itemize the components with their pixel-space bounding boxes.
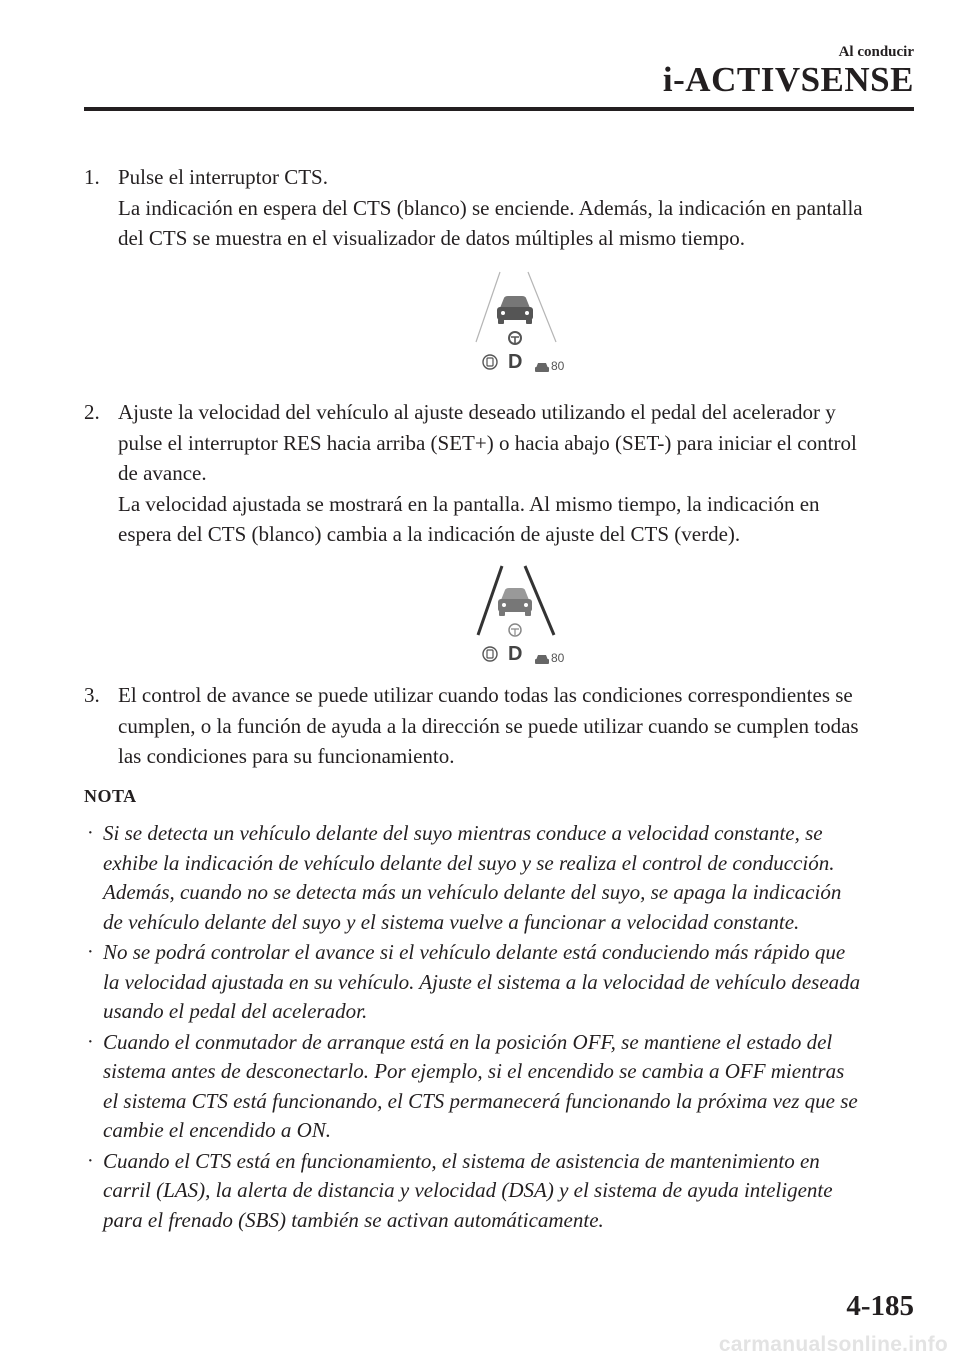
nota-text-line: Cuando el conmutador de arranque está en la posición OFF, se mantiene el estado del [103,1029,833,1054]
set-speed-value: 80 [551,651,565,665]
cts-standby-display-figure [470,268,590,385]
lane-line-right [528,272,556,342]
step-text-line: del CTS se muestra en el visualizador de datos múltiples al mismo tiempo. [118,226,745,250]
steering-assist-icon [509,332,521,344]
nota-text-line: exhibe la indicación de vehículo delante del suyo y se realiza el control de conducción. [103,850,835,875]
bullet-dot-icon: · [87,822,94,844]
gear-indicator: D [508,643,523,665]
nota-text-line: usando el pedal del acelerador. [103,999,368,1023]
nota-heading: NOTA [84,786,137,806]
set-speed-car-icon [535,655,549,664]
nota-text-line: cambie el encendido a ON. [103,1118,332,1142]
step-text-line: las condiciones para su funcionamiento. [118,744,455,768]
car-ahead-icon [497,296,533,324]
header-section-title: Al conducir [838,44,914,60]
step-text-line: El control de avance se puede utilizar cuando todas las condiciones correspondientes se [118,683,853,707]
nota-text-line: para el frenado (SBS) también se activan automáticamente. [103,1207,604,1232]
lane-line-left [478,566,502,635]
set-speed-value: 80 [551,359,565,373]
nota-text-line: de vehículo delante del suyo y el sistema vuelve a funcionar a velocidad constante. [103,909,800,934]
step-text-line: de avance. [118,461,207,485]
step-text-line: Ajuste la velocidad del vehículo al ajuste deseado utilizando el pedal del acelerador y [118,400,836,424]
step-number: 1. [84,165,100,189]
page-number: 4-185 [846,1290,914,1322]
step-2 [84,397,914,550]
step-1 [84,162,914,254]
cts-display-illustration [470,560,590,670]
nota-text-line: la velocidad ajustada en su vehículo. Ajuste el sistema a la velocidad de vehículo deseada [103,969,861,994]
step-text-line: pulse el interruptor RES hacia arriba (SET+) o hacia abajo (SET-) para iniciar el control [118,430,857,455]
nota-text-line: Cuando el CTS está en funcionamiento, el sistema de asistencia de mantenimiento en [103,1148,820,1173]
bullet-dot-icon: · [87,1149,94,1172]
set-speed-car-icon [535,363,549,372]
cts-set-display-figure [470,560,590,675]
lane-line-left [476,272,500,342]
steering-assist-icon [509,624,521,636]
nota-item [84,938,916,1027]
header-rule [84,107,914,111]
nota-text-line: Además, cuando no se detecta más un vehículo delante del suyo, se apaga la indicación [103,880,842,904]
nota-text-line: Si se detecta un vehículo delante del suyo mientras conduce a velocidad constante, se [103,821,823,845]
step-text-line: La velocidad ajustada se mostrará en la pantalla. Al mismo tiempo, la indicación en [118,491,820,516]
step-number: 2. [84,400,100,424]
nota-text-line: No se podrá controlar el avance si el vehículo delante está conduciendo más rápido que [103,940,846,964]
step-text-line: espera del CTS (blanco) cambia a la indicación de ajuste del CTS (verde). [118,522,741,546]
nota-item [84,1028,916,1146]
nota-text-line: el sistema CTS está funcionando, el CTS permanecerá funcionando la próxima vez que se [103,1088,858,1113]
nota-item [84,819,916,937]
car-ahead-icon [498,588,532,616]
nota-item [84,1147,916,1236]
step-number: 3. [84,683,100,707]
step-text-line: Pulse el interruptor CTS. [118,165,328,189]
nota-list [84,819,916,1236]
nota-text-line: sistema antes de desconectarlo. Por ejemplo, si el encendido se cambia a OFF mientras [103,1059,845,1083]
bullet-dot-icon: · [87,941,94,963]
lane-keep-icon [483,647,497,661]
step-text-line: La indicación en espera del CTS (blanco) se enciende. Además, la indicación en pantalla [118,195,863,220]
header-chapter-title: i-ACTIVSENSE [662,60,914,99]
step-3 [84,680,914,772]
cts-display-illustration [470,268,590,380]
gear-indicator: D [508,351,523,373]
lane-keep-icon [483,355,497,369]
watermark-link[interactable]: carmanualsonline.info [718,1333,948,1356]
nota-text-line: carril (LAS), la alerta de distancia y velocidad (DSA) y el sistema de ayuda inteligente [103,1178,833,1202]
step-text-line: cumplen, o la función de ayuda a la dirección se puede utilizar cuando se cumplen todas [118,713,859,738]
bullet-dot-icon: · [87,1030,94,1053]
